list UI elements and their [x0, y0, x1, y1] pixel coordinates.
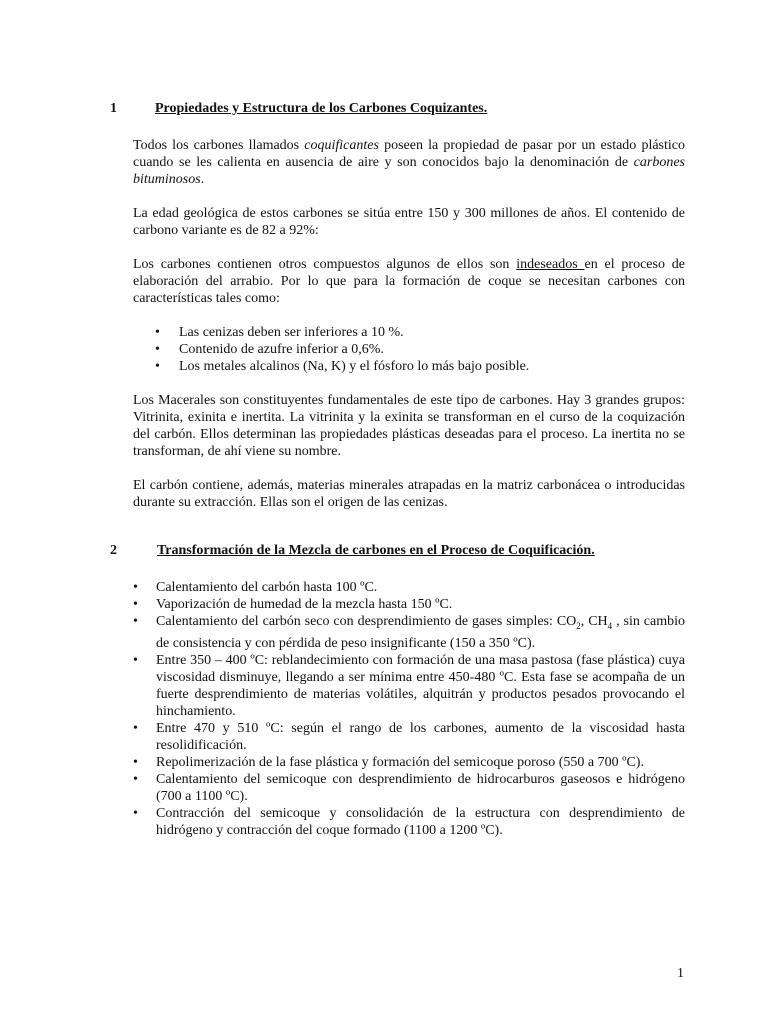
list-item: • Contenido de azufre inferior a 0,6%. — [155, 342, 384, 357]
list-item: • Repolimerización de la fase plástica y formación del semicoque poroso (550 a 700 ºC). — [133, 754, 644, 770]
coquification-steps-list — [133, 579, 685, 839]
paragraph-1: Todos los carbones llamados coquificantes poseen la propiedad de pasar por un estado plástico cuando se les calienta en ausencia de aire y son conocidos bajo la denominación de carbones bituminosos. — [133, 138, 685, 187]
paragraph-2: La edad geológica de estos carbones se sitúa entre 150 y 300 millones de años. El contenido de carbono variante es de 82 a 92%: — [133, 206, 685, 238]
section-1-heading — [110, 101, 670, 119]
list-item: • Vaporización de humedad de la mezcla hasta 150 ºC. — [133, 597, 453, 612]
bullet-icon: • — [133, 580, 138, 595]
bullet-icon: • — [133, 720, 138, 736]
bullet-icon: • — [155, 325, 160, 340]
bullet-icon: • — [133, 805, 138, 821]
bullet-icon: • — [133, 614, 138, 629]
bullet-icon: • — [133, 771, 138, 787]
indeseados-term: indeseados — [516, 257, 585, 272]
list-item: • Entre 470 y 510 ºC: según el rango de los carbones, aumento de la viscosidad hasta resolidificación. — [133, 720, 685, 753]
list-item: • Los metales alcalinos (Na, K) y el fósforo lo más bajo posible. — [155, 359, 530, 374]
section-2-heading — [110, 543, 690, 561]
section-1-number: 1 — [110, 101, 117, 116]
requirements-list — [133, 324, 685, 375]
section-2-title: Transformación de la Mezcla de carbones en el Proceso de Coquificación. — [157, 543, 595, 558]
list-item: • Calentamiento del carbón seco con desprendimiento de gases simples: $CO_2$, $CH_4$ , sin cambio de consistencia y con pérdida de peso insignificante (150 a 350 ºC). — [133, 614, 686, 651]
bullet-icon: • — [133, 652, 138, 668]
page-number: 1 — [677, 966, 684, 981]
bullet-icon: • — [155, 342, 160, 357]
bullet-icon: • — [155, 359, 160, 374]
paragraph-4: Los Macerales son constituyentes fundamentales de este tipo de carbones. Hay 3 grandes grupos: Vitrinita, exinita e inertita. La vitrinita y la exinita se transforman en el curso de la coquización del carbón. Ellos determinan las propiedades plásticas deseadas para el proceso. La inertita no se transforman, de ahí viene su nombre. — [133, 393, 685, 459]
bituminosos-term: carbones bituminosos — [133, 155, 685, 187]
bullet-icon: • — [133, 754, 138, 770]
list-item: • Contracción del semicoque y consolidación de la estructura con desprendimiento de hidrógeno y contracción del coque formado (1100 a 1200 ºC). — [133, 805, 685, 838]
list-item: • Calentamiento del carbón hasta 100 ºC. — [133, 580, 378, 595]
coquificantes-term: coquificantes — [304, 138, 379, 153]
bullet-icon: • — [133, 597, 138, 612]
paragraph-5: El carbón contiene, además, materias minerales atrapadas en la matriz carbonácea o introducidas durante su extracción. Ellas son el origen de las cenizas. — [133, 478, 685, 510]
paragraph-3: Los carbones contienen otros compuestos algunos de ellos son indeseados en el proceso de elaboración del arrabio. Por lo que para la formación de coque se necesitan carbones con características tales como: — [133, 257, 685, 306]
list-item: • Las cenizas deben ser inferiores a 10 %. — [155, 325, 404, 340]
list-item: • Entre 350 – 400 ºC: reblandecimiento con formación de una masa pastosa (fase plástica) cuya viscosidad disminuye, llegando a ser mínima entre 450-480 ºC. Esta fase se acompaña de un fuerte desprendimiento de materias volátiles, alquitrán y productos pesados provocando el hinchamiento. — [133, 652, 685, 719]
section-1-title: Propiedades y Estructura de los Carbones Coquizantes. — [155, 101, 488, 116]
section-2-number: 2 — [110, 543, 117, 558]
list-item: • Calentamiento del semicoque con desprendimiento de hidrocarburos gaseosos e hidrógeno (700 a 1100 ºC). — [133, 771, 685, 804]
